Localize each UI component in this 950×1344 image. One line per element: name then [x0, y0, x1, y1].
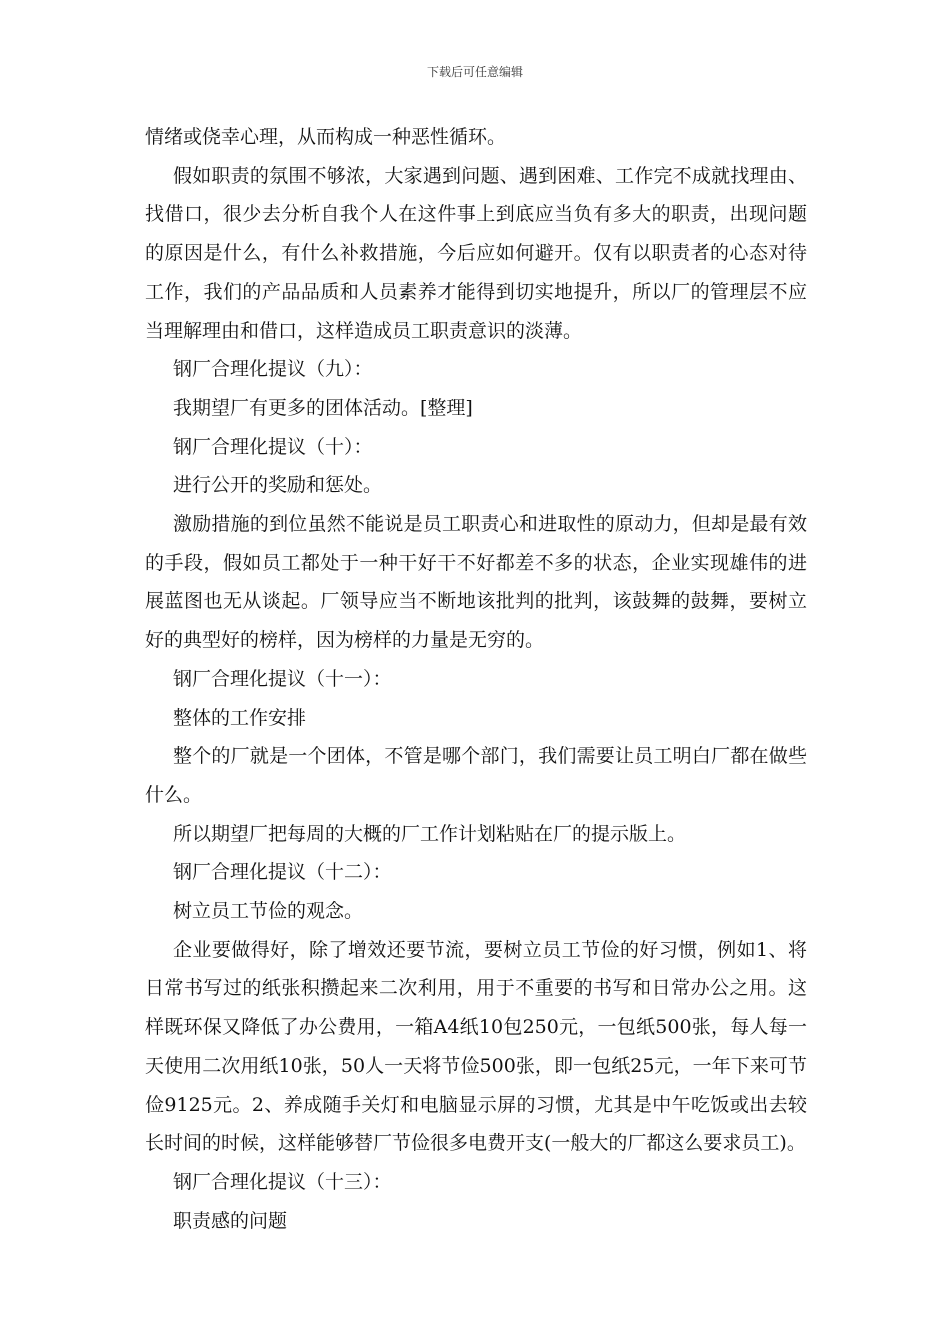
paragraph: 假如职责的氛围不够浓，大家遇到问题、遇到困难、工作完不成就找理由、找借口，很少去分析自我个人在这件事上到底应当负有多大的职责，出现问题的原因是什么，有什么补救措施，今后应如何避开。仅有以职责者的心态对待工作，我们的产品品质和人员素养才能得到切实地提升，所以厂的管理层不应当理解理由和借口，这样造成员工职责意识的淡薄。 — [145, 164, 807, 342]
paragraph: 企业要做得好，除了增效还要节流，要树立员工节俭的好习惯，例如1、将日常书写过的纸张积攒起来二次利用，用于不重要的书写和日常办公之用。这样既环保又降低了办公费用，一箱A4纸10包250元，一包纸500张，每人每一天使用二次用纸10张，50人一天将节俭500张，即一包纸25元，一年下来可节俭9125元。2、养成随手关灯和电脑显示屏的习惯，尤其是中午吃饭或出去较长时间的时候，这样能够替厂节俭很多电费开支(一般大的厂都这么要求员工)。 — [145, 938, 807, 1155]
section-heading: 钢厂合理化提议（十三）： — [173, 1170, 392, 1193]
paragraph: 我期望厂有更多的团体活动。[整理] — [173, 396, 473, 419]
paragraph: 情绪或侥幸心理，从而构成一种恶性循环。 — [145, 126, 507, 148]
section-heading: 钢厂合理化提议（十）： — [173, 435, 373, 458]
paragraph: 整个的厂就是一个团体，不管是哪个部门，我们需要让员工明白厂都在做些什么。 — [145, 745, 807, 806]
page-header: 下载后可任意编辑 — [426, 65, 523, 79]
paragraph: 激励措施的到位虽然不能说是员工职责心和进取性的原动力，但却是最有效的手段，假如员工都处于一种干好干不好都差不多的状态，企业实现雄伟的进展蓝图也无从谈起。厂领导应当不断地该批判的批判，该鼓舞的鼓舞，要树立好的典型好的榜样，因为榜样的力量是无穷的。 — [145, 513, 807, 652]
section-heading: 钢厂合理化提议（十二）： — [173, 861, 392, 884]
paragraph: 进行公开的奖励和惩处。 — [173, 474, 383, 497]
paragraph: 所以期望厂把每周的大概的厂工作计划粘贴在厂的提示版上。 — [173, 822, 687, 845]
paragraph: 职责感的问题 — [173, 1209, 288, 1232]
paragraph: 树立员工节俭的观念。 — [173, 900, 364, 923]
section-heading: 钢厂合理化提议（十一）： — [173, 667, 392, 690]
section-heading: 钢厂合理化提议（九）： — [173, 358, 373, 381]
paragraph: 整体的工作安排 — [173, 706, 307, 729]
document-body — [145, 118, 807, 1240]
